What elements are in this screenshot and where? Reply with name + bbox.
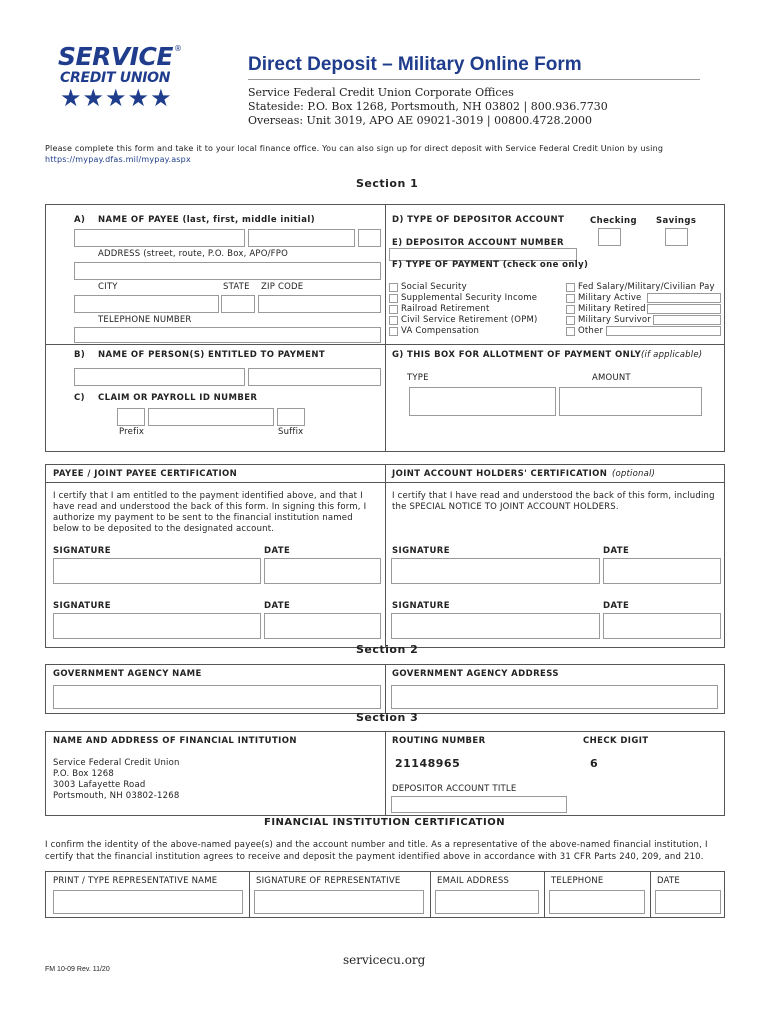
allotment-amount-label: AMOUNT <box>592 373 631 383</box>
account-number-label: E) DEPOSITOR ACCOUNT NUMBER <box>392 238 564 248</box>
footer-website[interactable]: servicecu.org <box>343 953 426 967</box>
payee-first-name-field[interactable] <box>248 229 355 247</box>
allotment-note: (if applicable) <box>641 350 703 360</box>
item-b-letter: B) <box>74 350 86 360</box>
page-title: Direct Deposit – Military Online Form <box>248 54 582 75</box>
office-line-3: Overseas: Unit 3019, APO AE 09021-3019 | 00800.4728.2000 <box>248 114 593 127</box>
payee-middle-initial-field[interactable] <box>358 229 381 247</box>
payee-date-1-field[interactable] <box>264 558 381 584</box>
logo-registered-mark: ® <box>174 44 182 53</box>
mypay-link[interactable]: https://mypay.dfas.mil/mypay.aspx <box>45 155 191 164</box>
joint-date-2-label: DATE <box>603 601 630 611</box>
rep-name-field[interactable] <box>53 890 243 914</box>
payee-date-2-field[interactable] <box>264 613 381 639</box>
military-retired-label: Military Retired <box>578 304 646 314</box>
allotment-amount-field[interactable] <box>559 387 702 416</box>
rep-email-label: EMAIL ADDRESS <box>437 876 510 886</box>
telephone-label: TELEPHONE NUMBER <box>98 315 192 325</box>
intro-text: Please complete this form and take it to your local finance office. You can also sign up for direct deposit with Service Federal Credit Union by using <box>45 144 664 153</box>
joint-signature-1-field[interactable] <box>391 558 600 584</box>
section2-title: Section 2 <box>356 643 419 656</box>
logo <box>58 44 188 114</box>
payee-date-2-label: DATE <box>264 601 291 611</box>
financial-institution-label: NAME AND ADDRESS OF FINANCIAL INTITUTION <box>53 736 297 746</box>
fi-address-line-1: Service Federal Credit Union <box>53 758 180 768</box>
ssi-label: Supplemental Security Income <box>401 293 538 303</box>
claim-prefix-field[interactable] <box>117 408 145 426</box>
fi-address-line-4: Portsmouth, NH 03802-1268 <box>53 791 180 801</box>
account-title-field[interactable] <box>391 796 567 813</box>
payee-cert-line-1: I certify that I am entitled to the payment identified above, and that I <box>53 491 363 501</box>
joint-cert-line-1: I certify that I have read and understood the back of this form, including <box>392 491 715 501</box>
rep-date-label: DATE <box>657 876 680 886</box>
fi-cert-title: FINANCIAL INSTITUTION CERTIFICATION <box>264 817 506 828</box>
other-checkbox[interactable] <box>566 327 575 336</box>
joint-date-2-field[interactable] <box>603 613 721 639</box>
payee-name-label: NAME OF PAYEE (last, first, middle initial) <box>98 215 315 225</box>
agency-address-label: GOVERNMENT AGENCY ADDRESS <box>392 669 559 679</box>
rep-telephone-label: TELEPHONE <box>551 876 604 886</box>
checking-label: Checking <box>590 216 637 226</box>
agency-name-field[interactable] <box>53 685 381 709</box>
rep-signature-label: SIGNATURE OF REPRESENTATIVE <box>256 876 401 886</box>
agency-name-label: GOVERNMENT AGENCY NAME <box>53 669 202 679</box>
military-survivor-checkbox[interactable] <box>566 316 575 325</box>
agency-address-field[interactable] <box>391 685 718 709</box>
payee-signature-1-field[interactable] <box>53 558 261 584</box>
payee-cert-title: PAYEE / JOINT PAYEE CERTIFICATION <box>53 469 238 479</box>
payment-type-label: F) TYPE OF PAYMENT (check one only) <box>392 260 589 270</box>
rep-name-label: PRINT / TYPE REPRESENTATIVE NAME <box>53 876 218 886</box>
railroad-retirement-checkbox[interactable] <box>389 305 398 314</box>
military-active-checkbox[interactable] <box>566 294 575 303</box>
military-survivor-field[interactable] <box>653 315 721 325</box>
title-rule <box>248 79 700 80</box>
section3-divider <box>385 731 386 816</box>
claim-id-label: CLAIM OR PAYROLL ID NUMBER <box>98 393 258 403</box>
logo-line2: CREDIT UNION <box>60 70 171 86</box>
checking-checkbox[interactable] <box>598 228 621 246</box>
address-label: ADDRESS (street, route, P.O. Box, APO/FPO <box>98 249 288 259</box>
zip-label: ZIP CODE <box>261 282 304 292</box>
section2-divider <box>385 664 386 714</box>
account-title-label: DEPOSITOR ACCOUNT TITLE <box>392 784 517 794</box>
payee-signature-1-label: SIGNATURE <box>53 546 111 556</box>
social-security-label: Social Security <box>401 282 467 292</box>
savings-label: Savings <box>656 216 697 226</box>
fed-salary-checkbox[interactable] <box>566 283 575 292</box>
joint-cert-line-2: the SPECIAL NOTICE TO JOINT ACCOUNT HOLDERS. <box>392 502 619 512</box>
item-c-letter: C) <box>74 393 85 403</box>
telephone-field[interactable] <box>74 327 381 343</box>
social-security-checkbox[interactable] <box>389 283 398 292</box>
check-digit-value: 6 <box>590 757 598 770</box>
routing-number-label: ROUTING NUMBER <box>392 736 486 746</box>
civil-service-label: Civil Service Retirement (OPM) <box>401 315 538 325</box>
payee-cert-line-2: have read and understood the back of this form. In signing this form, I <box>53 502 367 512</box>
payee-cert-line-4: below to be deposited to the designated account. <box>53 524 275 534</box>
joint-signature-1-label: SIGNATURE <box>392 546 450 556</box>
savings-checkbox[interactable] <box>665 228 688 246</box>
military-survivor-label: Military Survivor <box>578 315 651 325</box>
military-active-label: Military Active <box>578 293 642 303</box>
certification-header-rule <box>45 482 725 483</box>
form-id: FM 10-09 Rev. 11/20 <box>45 966 110 973</box>
claim-number-field[interactable] <box>148 408 274 426</box>
allotment-label: G) THIS BOX FOR ALLOTMENT OF PAYMENT ONLY <box>392 350 642 360</box>
military-retired-field[interactable] <box>647 304 721 314</box>
fi-cert-divider-4 <box>650 871 651 918</box>
section1-title: Section 1 <box>356 177 419 190</box>
civil-service-checkbox[interactable] <box>389 316 398 325</box>
office-line-2: Stateside: P.O. Box 1268, Portsmouth, NH 03802 | 800.936.7730 <box>248 100 608 113</box>
fi-address-line-2: P.O. Box 1268 <box>53 769 114 779</box>
routing-number-value: 21148965 <box>395 757 461 770</box>
fi-cert-divider-2 <box>430 871 431 918</box>
joint-cert-note: (optional) <box>612 469 656 479</box>
ssi-checkbox[interactable] <box>389 294 398 303</box>
rep-signature-field[interactable] <box>254 890 424 914</box>
allotment-type-field[interactable] <box>409 387 556 416</box>
rep-email-field[interactable] <box>435 890 539 914</box>
logo-stars: ★★★★★ <box>60 84 173 112</box>
state-field[interactable] <box>221 295 255 313</box>
section1-divider <box>385 204 386 452</box>
fi-cert-divider-1 <box>249 871 250 918</box>
fi-address-line-3: 3003 Lafayette Road <box>53 780 146 790</box>
check-digit-label: CHECK DIGIT <box>583 736 649 746</box>
fed-salary-label: Fed Salary/Military/Civilian Pay <box>578 282 715 292</box>
office-line-1: Service Federal Credit Union Corporate Offices <box>248 86 514 99</box>
payee-signature-2-field[interactable] <box>53 613 261 639</box>
city-label: CITY <box>98 282 118 292</box>
other-label: Other <box>578 326 604 336</box>
entitled-person-1-field[interactable] <box>74 368 245 386</box>
rep-date-field[interactable] <box>655 890 721 914</box>
section1-mid-rule <box>45 344 725 345</box>
payee-signature-2-label: SIGNATURE <box>53 601 111 611</box>
va-compensation-label: VA Compensation <box>401 326 480 336</box>
joint-date-1-field[interactable] <box>603 558 721 584</box>
joint-cert-title: JOINT ACCOUNT HOLDERS' CERTIFICATION <box>392 469 608 479</box>
entitled-person-2-field[interactable] <box>248 368 381 386</box>
state-label: STATE <box>223 282 250 292</box>
account-type-label: D) TYPE OF DEPOSITOR ACCOUNT <box>392 215 565 225</box>
fi-cert-divider-3 <box>544 871 545 918</box>
military-active-field[interactable] <box>647 293 721 303</box>
suffix-label: Suffix <box>278 427 304 437</box>
certification-divider <box>385 464 386 648</box>
zip-field[interactable] <box>258 295 381 313</box>
military-retired-checkbox[interactable] <box>566 305 575 314</box>
section3-title: Section 3 <box>356 711 419 724</box>
rep-telephone-field[interactable] <box>549 890 645 914</box>
fi-cert-line-2: certify that the financial institution agrees to receive and deposit the payment identified above in accordance with 31 CFR Parts 240, 209, and 210. <box>45 852 704 862</box>
railroad-retirement-label: Railroad Retirement <box>401 304 490 314</box>
fi-cert-line-1: I confirm the identity of the above-named payee(s) and the account number and title. As a representative of the above-named financial institution, I <box>45 840 708 850</box>
payee-date-1-label: DATE <box>264 546 291 556</box>
entitled-persons-label: NAME OF PERSON(S) ENTITLED TO PAYMENT <box>98 350 326 360</box>
claim-suffix-field[interactable] <box>277 408 305 426</box>
payee-last-name-field[interactable] <box>74 229 245 247</box>
item-a-letter: A) <box>74 215 86 225</box>
address-field[interactable] <box>74 262 381 280</box>
joint-signature-2-label: SIGNATURE <box>392 601 450 611</box>
other-field[interactable] <box>606 326 721 336</box>
payee-cert-line-3: authorize my payment to be sent to the financial institution named <box>53 513 353 523</box>
logo-line1: SERVICE <box>58 42 173 71</box>
city-field[interactable] <box>74 295 219 313</box>
allotment-type-label: TYPE <box>407 373 429 383</box>
prefix-label: Prefix <box>119 427 145 437</box>
va-compensation-checkbox[interactable] <box>389 327 398 336</box>
joint-signature-2-field[interactable] <box>391 613 600 639</box>
joint-date-1-label: DATE <box>603 546 630 556</box>
